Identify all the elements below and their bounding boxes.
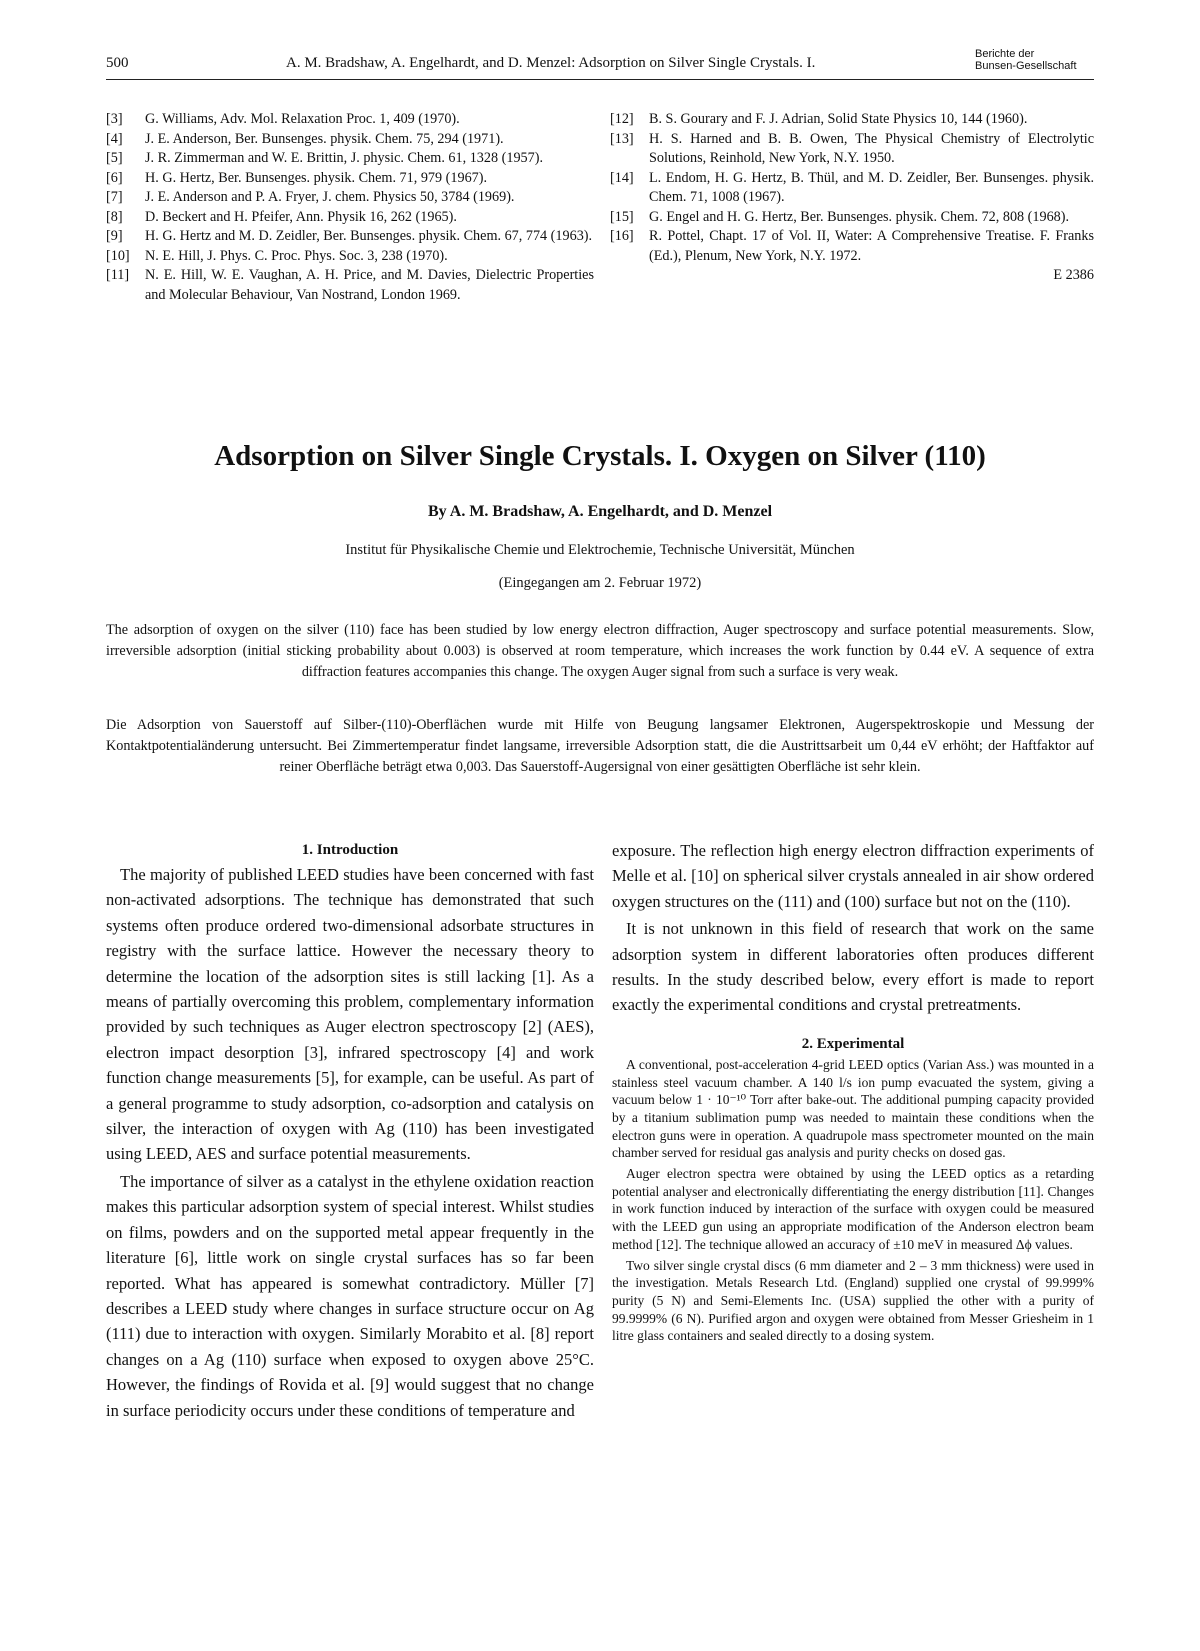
reference-number: [16] xyxy=(610,228,634,244)
reference-number: [15] xyxy=(610,208,634,225)
reference-item xyxy=(106,247,594,267)
reference-item xyxy=(610,110,1094,130)
left-column xyxy=(106,838,594,1425)
references-left xyxy=(106,110,594,305)
reference-item xyxy=(106,188,594,208)
body-paragraph: A conventional, post-acceleration 4-grid LEED optics (Varian Ass.) was mounted in a stainless steel vacuum chamber. A 140 l/s ion pump evacuated the system, giving a vacuum below 1 · 10⁻¹⁰ Torr after bake-out. The additional pumping capacity provided by a titanium sublimation pump was needed to maintain these conditions when the electron guns were in operation. A quadrupole mass spectrometer mounted on the main chamber served for residual gas analysis and purity checks on dosed gas. xyxy=(612,1056,1094,1161)
reference-number: [8] xyxy=(106,208,123,225)
reference-item xyxy=(106,266,594,305)
reference-item xyxy=(106,149,594,169)
reference-number: [13] xyxy=(610,130,634,147)
running-title: A. M. Bradshaw, A. Engelhardt, and D. Menzel: Adsorption on Silver Single Crystals. I. xyxy=(286,55,816,71)
reference-item xyxy=(610,227,1094,266)
reference-number: [7] xyxy=(106,189,123,205)
affiliation: Institut für Physikalische Chemie und Elektrochemie, Technische Universität, München xyxy=(345,542,855,558)
reference-item xyxy=(610,169,1094,208)
reference-code: E 2386 xyxy=(1053,267,1094,283)
reference-number: [14] xyxy=(610,169,634,186)
reference-text: H. S. Harned and B. B. Owen, The Physical Chemistry of Electrolytic Solutions, Reinhold, New York, N.Y. 1950. xyxy=(649,130,1094,166)
body-paragraph: Auger electron spectra were obtained by using the LEED optics as a retarding potential analyser and electronically differentiating the energy distribution [11]. Changes in work function induced by interaction of the surface with oxygen could be measured with the LEED gun using an appropriate modification of the Anderson electron beam method [12]. The technique allowed an accuracy of ±10 meV in measured Δϕ values. xyxy=(612,1166,1094,1252)
reference-text: H. G. Hertz and M. D. Zeidler, Ber. Bunsenges. physik. Chem. 67, 774 (1963). xyxy=(145,228,593,244)
reference-number: [5] xyxy=(106,150,123,166)
reference-text: N. E. Hill, W. E. Vaughan, A. H. Price, and M. Davies, Dielectric Properties and Molecular Behaviour, Van Nostrand, London 1969. xyxy=(145,267,594,303)
author-byline: By A. M. Bradshaw, A. Engelhardt, and D. Menzel xyxy=(427,503,773,520)
journal-name-line2: Bunsen-Gesellschaft xyxy=(975,60,1077,72)
reference-item xyxy=(106,110,594,130)
reference-text: H. G. Hertz, Ber. Bunsenges. physik. Chem. 71, 979 (1967). xyxy=(145,169,488,186)
body-paragraph: Two silver single crystal discs (6 mm diameter and 2 – 3 mm thickness) were used in the investigation. Metals Research Ltd. (England) supplied one crystal of 99.999% purity (5 N) and Semi-Elements Inc. (USA) supplied the other with a purity of 99.9999% (6 N). Purified argon and oxygen were obtained from Messer Griesheim in 1 litre glass containers and sealed directly to a dosing system. xyxy=(612,1257,1094,1344)
reference-item xyxy=(106,169,594,189)
body-paragraph: The importance of silver as a catalyst in the ethylene oxidation reaction makes this particular adsorption system of special interest. Whilst studies on films, powders and on the supported metal appear frequently in the literature [6], little work on single crystal surfaces has so far been reported. What has appeared is somewhat contradictory. Müller [7] describes a LEED study where changes in surface structure occur on Ag (111) due to interaction with oxygen. Similarly Morabito et al. [8] report changes on a Ag (110) surface when exposed to oxygen above 25°C. However, the findings of Rovida et al. [9] would suggest that no change in surface periodicity occurs under these conditions of temperature and xyxy=(106,1171,594,1420)
reference-text: G. Williams, Adv. Mol. Relaxation Proc. 1, 409 (1970). xyxy=(145,111,460,127)
reference-text: G. Engel and H. G. Hertz, Ber. Bunsenges. physik. Chem. 72, 808 (1968). xyxy=(649,208,1070,225)
reference-text: J. E. Anderson, Ber. Bunsenges. physik. Chem. 75, 294 (1971). xyxy=(145,130,504,147)
reference-item xyxy=(106,208,594,228)
section-heading-experimental: 2. Experimental xyxy=(801,1035,905,1052)
reference-item xyxy=(610,208,1094,228)
reference-item xyxy=(106,227,594,247)
reference-item xyxy=(106,130,594,150)
abstract-english: The adsorption of oxygen on the silver (110) face has been studied by low energy electron diffraction, Auger spectroscopy and surface potential measurements. Slow, irreversible adsorption (initial sticking probability about 0.003) is observed at room temperature, which increases the work function by 0.44 eV. A sequence of extra diffraction features accompanies this change. The oxygen Auger signal from such a surface is very weak. xyxy=(106,622,1094,680)
reference-text: J. E. Anderson and P. A. Fryer, J. chem. Physics 50, 3784 (1969). xyxy=(145,189,515,205)
abstract-german: Die Adsorption von Sauerstoff auf Silber-(110)-Oberflächen wurde mit Hilfe von Beugung langsamer Elektronen, Augerspektroskopie und Messung der Kontaktpotentialänderung untersucht. Bei Zimmertemperatur findet langsame, irreversible Adsorption statt, die die Austrittsarbeit um 0,44 eV erhöht; der Haftfaktor auf reiner Oberfläche beträgt etwa 0,003. Das Sauerstoff-Augersignal von einer gesättigten Oberfläche ist sehr klein. xyxy=(106,717,1094,775)
reference-text: N. E. Hill, J. Phys. C. Proc. Phys. Soc. 3, 238 (1970). xyxy=(145,247,448,264)
reference-number: [4] xyxy=(106,130,123,147)
references-right xyxy=(610,110,1094,286)
reference-text: D. Beckert and H. Pfeifer, Ann. Physik 16, 262 (1965). xyxy=(145,208,457,225)
body-paragraph: exposure. The reflection high energy electron diffraction experiments of Melle et al. [10] on spherical silver crystals annealed in air show ordered oxygen structures on the (111) and (100) surface but not on the (110). xyxy=(612,841,1094,911)
journal-name xyxy=(975,48,1077,72)
reference-number: [12] xyxy=(610,111,634,127)
reference-text: R. Pottel, Chapt. 17 of Vol. II, Water: A Comprehensive Treatise. F. Franks (Ed.), Plenum, New York, N.Y. 1972. xyxy=(649,228,1094,264)
reference-number: [6] xyxy=(106,169,123,186)
body-paragraph: The majority of published LEED studies have been concerned with fast non-activated adsorptions. The technique has demonstrated that such systems often produce ordered two-dimensional adsorbate structures in registry with the surface lattice. However the necessary theory to determine the location of the adsorption sites is still lacking [1]. As a means of partially overcoming this problem, complementary information provided by such techniques as Auger electron spectroscopy [2] (AES), electron impact desorption [3], infrared spectroscopy [4] and work function change measurements [5], for example, can be useful. As part of a general programme to study adsorption, co-adsorption and catalysis on silver, the interaction of oxygen with Ag (110) has been investigated using LEED, AES and surface potential measurements. xyxy=(106,865,594,1164)
header-rule xyxy=(106,79,1094,80)
reference-item xyxy=(610,130,1094,169)
article-title: Adsorption on Silver Single Crystals. I. Oxygen on Silver (110) xyxy=(214,440,986,472)
received-date: (Eingegangen am 2. Februar 1972) xyxy=(498,575,702,591)
reference-number: [11] xyxy=(106,267,130,283)
reference-text: L. Endom, H. G. Hertz, B. Thül, and M. D. Zeidler, Ber. Bunsenges. physik. Chem. 71, 1008 (1967). xyxy=(649,169,1094,205)
reference-number: [3] xyxy=(106,111,123,127)
page-number: 500 xyxy=(106,55,129,71)
section-heading-introduction: 1. Introduction xyxy=(301,842,399,858)
journal-name-line1: Berichte der xyxy=(975,48,1035,60)
reference-number: [10] xyxy=(106,247,130,264)
reference-text: B. S. Gourary and F. J. Adrian, Solid State Physics 10, 144 (1960). xyxy=(649,111,1028,127)
reference-number: [9] xyxy=(106,228,123,244)
reference-text: J. R. Zimmerman and W. E. Brittin, J. physic. Chem. 61, 1328 (1957). xyxy=(145,150,544,166)
right-column xyxy=(612,838,1094,1348)
body-paragraph: It is not unknown in this field of research that work on the same adsorption system in different laboratories often produces different results. In the study described below, every effort is made to report exactly the experimental conditions and crystal pretreatments. xyxy=(612,919,1094,1015)
